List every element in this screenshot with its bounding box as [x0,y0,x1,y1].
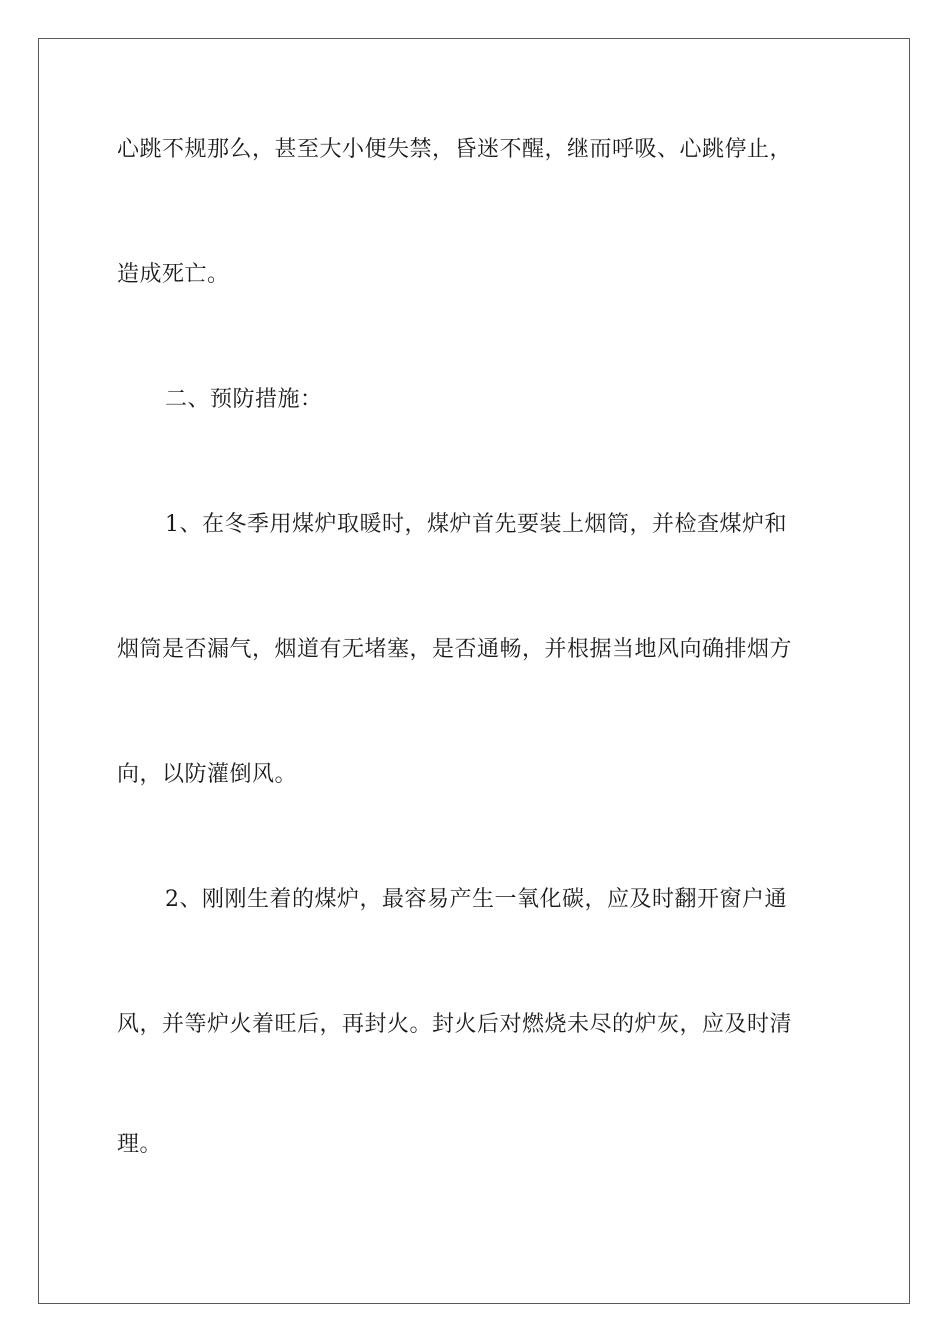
section-heading: 二、预防措施： [165,387,323,412]
text-line: 风，并等炉火着旺后，再封火。封火后对燃烧未尽的炉灰，应及时清 [117,1012,793,1037]
text-line: 2、刚刚生着的煤炉，最容易产生一氧化碳，应及时翻开窗户通 [165,887,787,912]
text-line: 向，以防灌倒风。 [117,762,298,787]
text-line: 心跳不规那么，甚至大小便失禁，昏迷不醒，继而呼吸、心跳停止， [117,137,793,162]
text-line: 烟筒是否漏气，烟道有无堵塞，是否通畅，并根据当地风向确排烟方 [117,637,793,662]
text-line: 1、在冬季用煤炉取暖时，煤炉首先要装上烟筒，并检查煤炉和 [165,512,787,537]
page-border [38,38,910,1304]
text-line: 造成死亡。 [117,262,230,287]
text-line: 理。 [117,1132,163,1157]
